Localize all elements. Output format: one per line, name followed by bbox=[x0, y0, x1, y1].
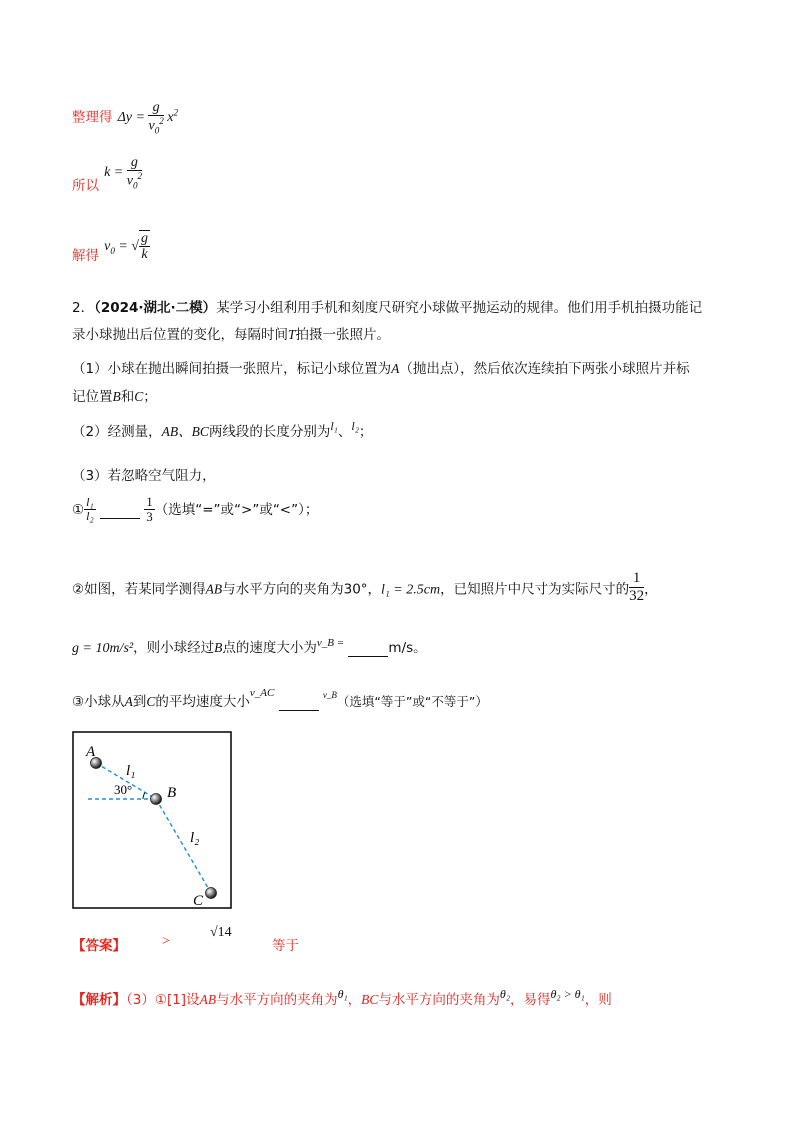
sub-question-1: ① $\frac{\text{l₁}}{\text{l₂}}$ $\frac{1}{3}$ （选填“=”或“>”或“<”）； bbox=[72, 494, 319, 525]
label-b: B bbox=[167, 785, 177, 801]
step-1-line-2: 记位置B和C； bbox=[72, 389, 157, 405]
projectile-figure bbox=[72, 731, 232, 911]
ball-c bbox=[206, 888, 217, 899]
sub-question-2-line-1: ②如图，若某同学测得AB与水平方向的夹角为30°，l₁ = 2.5cm，已知照片中尺寸为实际尺寸的 $\frac{1}{32}$ ， bbox=[72, 570, 658, 604]
question-intro-line-1 bbox=[72, 296, 702, 316]
sub-question-2-line-2: g = 10m/s²，则小球经过B点的速度大小为$^{v\_B =}$ m/s。 bbox=[72, 637, 427, 656]
question-intro: 某学习小组利用手机和刻度尺研究小球做平抛运动的规律。他们用手机拍摄功能记 bbox=[216, 300, 703, 316]
label-angle: 30° bbox=[114, 782, 133, 797]
label-l2: l₂ bbox=[190, 830, 200, 846]
answer-blank-2[interactable] bbox=[348, 640, 388, 657]
answer-2: √14 bbox=[210, 925, 232, 940]
analysis-tag: 【解析】 bbox=[72, 992, 126, 1008]
step-3-line: （3）若忽略空气阻力， bbox=[72, 468, 216, 484]
label-a: A bbox=[86, 744, 96, 760]
formula-k: k = $\frac{g}{v_0^2}$ bbox=[104, 155, 143, 191]
answer-3: 等于 bbox=[272, 938, 299, 954]
label-c: C bbox=[193, 893, 204, 909]
derivation-line-1 bbox=[72, 100, 178, 136]
derivation-label: 解得 bbox=[72, 247, 99, 264]
derivation-label: 整理得 bbox=[72, 109, 113, 126]
label-l1: l₁ bbox=[126, 763, 136, 779]
ball-b bbox=[151, 794, 162, 805]
answer-line bbox=[72, 934, 126, 954]
formula-delta-y: Δy = $\frac{g}{v_0^2}$ $x^2$ bbox=[117, 100, 179, 136]
question-source: （2024·湖北·二模） bbox=[94, 300, 217, 316]
derivation-line-2 bbox=[72, 155, 143, 195]
answer-tag: 【答案】 bbox=[72, 938, 126, 954]
question-intro-line-2: 录小球抛出后位置的变化，每隔时间T拍摄一张照片。 bbox=[72, 327, 391, 343]
answer-blank-3[interactable] bbox=[279, 694, 319, 711]
answer-1: > bbox=[162, 934, 170, 949]
question-number: 2． bbox=[72, 300, 95, 316]
step-1-line-1: （1）小球在抛出瞬间拍摄一张照片，标记小球位置为A（抛出点），然后依次连续拍下两张小球照片并标 bbox=[72, 361, 690, 377]
formula-v0: $v_0$ = √ $\frac{g}{k}$ bbox=[104, 231, 148, 263]
derivation-line-3 bbox=[72, 230, 150, 263]
analysis-line: 【解析】（3）①[1]设AB与水平方向的夹角为θ₁，BC与水平方向的夹角为θ₂，易得θ₂ > θ₁，则 bbox=[72, 987, 612, 1008]
step-2-line: （2）经测量，AB、BC两线段的长度分别为l₁、l₂； bbox=[72, 419, 373, 440]
sub-question-3: ③小球从A到C的平均速度大小$^{v\_AC}$ $^{v\_B}$（选填“等于”或“不等于”） bbox=[72, 687, 488, 710]
derivation-label: 所以 bbox=[72, 178, 99, 195]
answer-blank-1[interactable] bbox=[100, 502, 140, 519]
